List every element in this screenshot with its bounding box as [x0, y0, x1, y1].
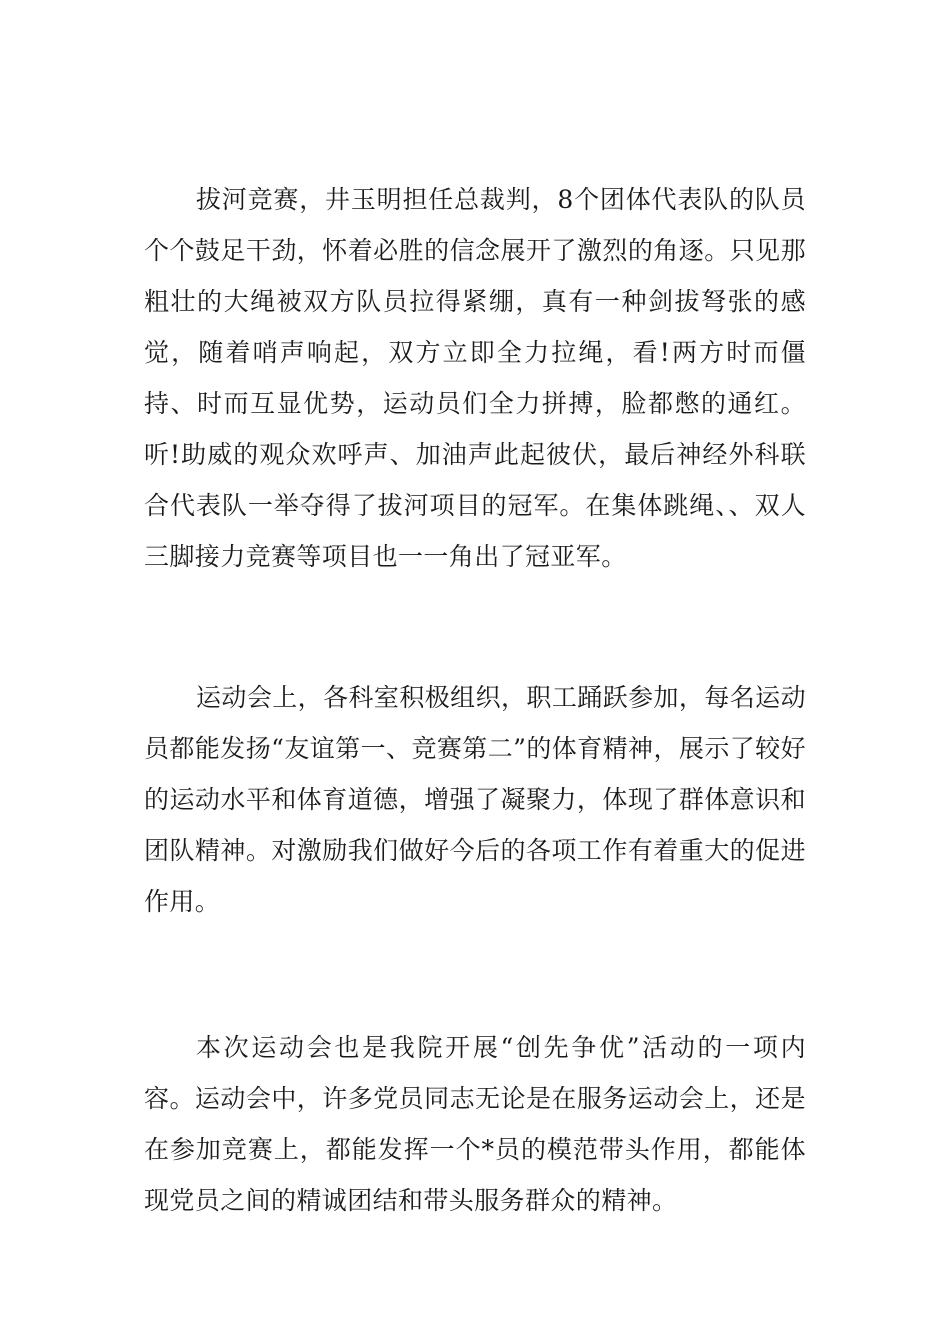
paragraph-sports-spirit: 运动会上，各科室积极组织，职工踊跃参加，每名运动员都能发扬“友谊第一、竞赛第二”的体育精神，展示了较好的运动水平和体育道德，增强了凝聚力，体现了群体意识和团队精神。对激励我们做好今后的各项工作有着重大的促进作用。	[144, 683, 806, 916]
paragraph-party-members: 本次运动会也是我院开展“创先争优”活动的一项内容。运动会中，许多党员同志无论是在服务运动会上，还是在参加竞赛上，都能发挥一个*员的模范带头作用，都能体现党员之间的精诚团结和带头服务群众的精神。	[144, 1033, 806, 1215]
paragraph-tug-of-war: 拔河竞赛，井玉明担任总裁判，8个团体代表队的队员个个鼓足干劲，怀着必胜的信念展开了激烈的角逐。只见那粗壮的大绳被双方队员拉得紧绷，真有一种剑拔弩张的感觉，随着哨声响起，双方立即全力拉绳，看!两方时而僵持、时而互显优势，运动员们全力拼搏，脸都憋的通红。听!助威的观众欢呼声、加油声此起彼伏，最后神经外科联合代表队一举夺得了拔河项目的冠军。在集体跳绳、、双人三脚接力竞赛等项目也一一角出了冠亚军。	[144, 185, 806, 571]
